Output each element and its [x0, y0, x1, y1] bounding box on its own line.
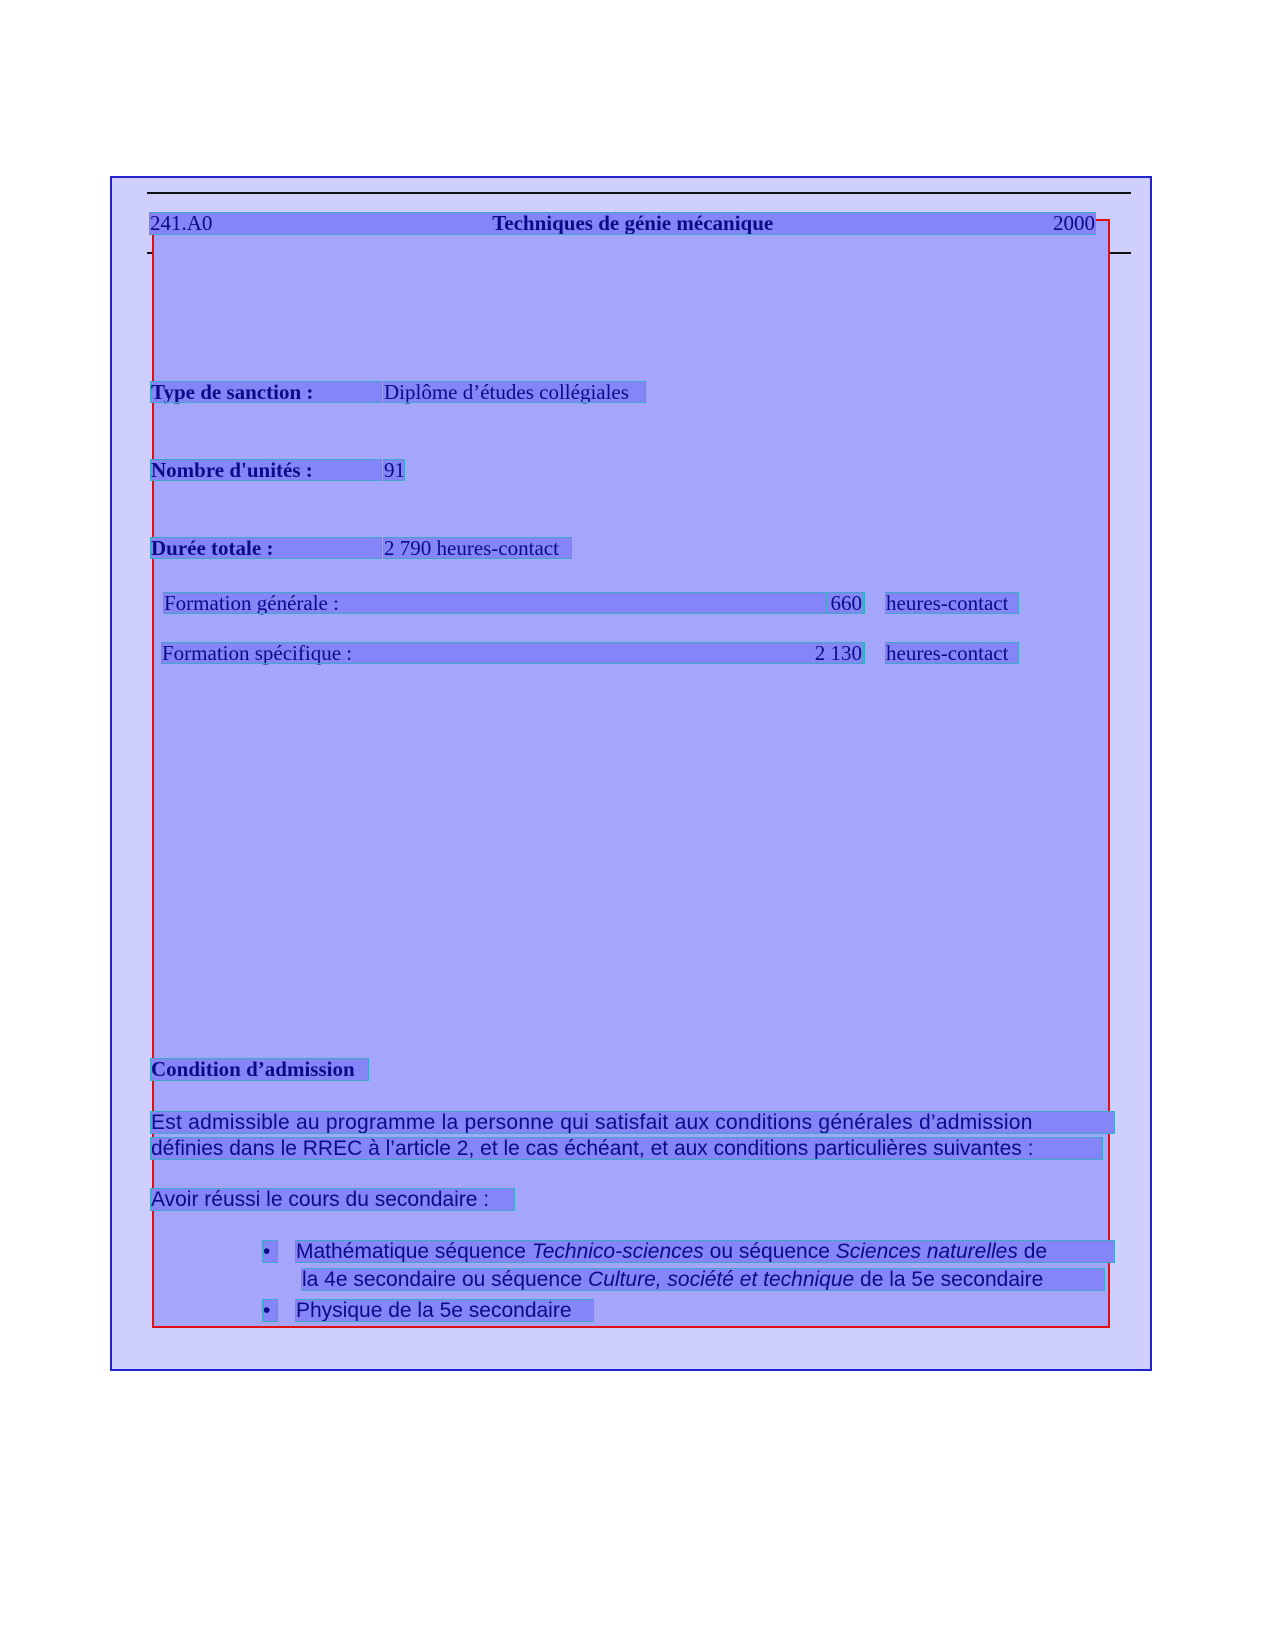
duration-value: 2 790 heures-contact — [384, 538, 571, 558]
specific-training-unit: heures-contact — [886, 643, 1018, 663]
program-code: 241.A0 — [150, 211, 213, 235]
program-year: 2000 — [1052, 211, 1095, 235]
specific-training-hours: 2 130 — [810, 643, 862, 663]
units-label: Nombre d'unités : — [151, 460, 381, 480]
sanction-value: Diplôme d’études collégiales — [384, 382, 645, 402]
admission-paragraph-line-2: définies dans le RREC à l’article 2, et le cas échéant, et aux conditions particulières suivantes : — [151, 1138, 1102, 1159]
general-training-unit: heures-contact — [886, 593, 1018, 613]
bullet-math-line-1: Mathématique séquence Technico-sciences ou séquence Sciences naturelles de — [296, 1241, 1114, 1262]
bullet-math-line-2: la 4e secondaire ou séquence Culture, société et technique de la 5e secondaire — [302, 1269, 1104, 1290]
specific-training-label: Formation spécifique : — [162, 643, 864, 663]
prerequisite-intro: Avoir réussi le cours du secondaire : — [151, 1189, 514, 1210]
bullet-marker: • — [263, 1241, 277, 1262]
general-training-label: Formation générale : — [164, 593, 864, 613]
running-header — [150, 213, 1095, 234]
admission-paragraph-line-1: Est admissible au programme la personne qui satisfait aux conditions générales d’admission — [151, 1112, 1114, 1133]
program-title: Techniques de génie mécanique — [492, 211, 774, 235]
bullet-physics: Physique de la 5e secondaire — [296, 1300, 593, 1321]
math-sequence-culture: Culture, société et technique — [588, 1268, 855, 1291]
sanction-label: Type de sanction : — [151, 382, 381, 402]
header-top-rule — [147, 192, 1131, 194]
bullet-marker: • — [263, 1300, 277, 1321]
admission-heading: Condition d’admission — [151, 1059, 368, 1080]
math-sequence-sciences: Sciences naturelles — [835, 1240, 1018, 1263]
units-value: 91 — [384, 458, 405, 482]
general-training-hours: 660 — [827, 593, 862, 613]
math-sequence-technico: Technico-sciences — [531, 1240, 704, 1263]
duration-label: Durée totale : — [151, 538, 381, 558]
